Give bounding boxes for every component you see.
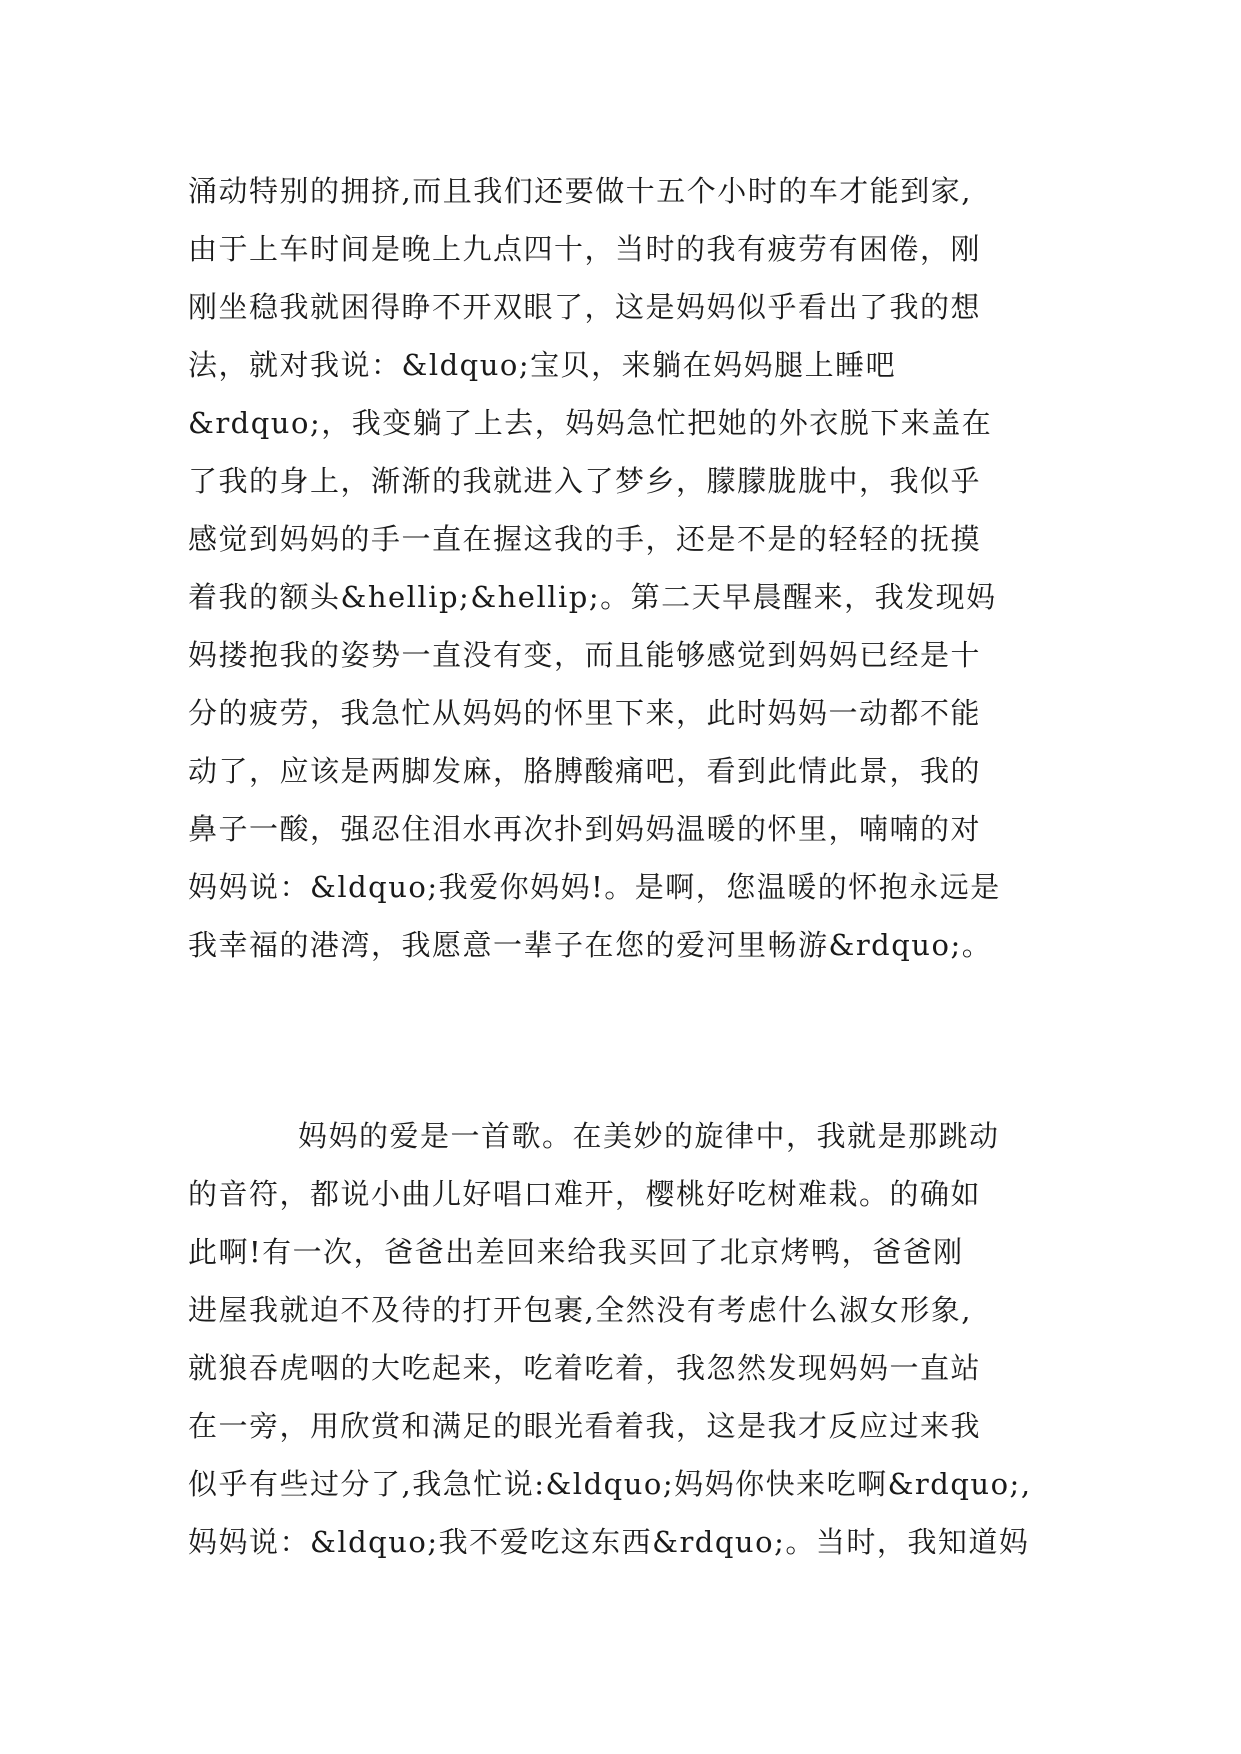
text-line: 妈搂抱我的姿势一直没有变，而且能够感觉到妈妈已经是十 [188,638,982,672]
text-line: &rdquo;，我变躺了上去，妈妈急忙把她的外衣脱下来盖在 [188,406,993,440]
paragraph-1 [188,162,1068,974]
text-line: 妈妈说：&ldquo;我爱你妈妈!。是啊，您温暖的怀抱永远是 [188,870,1001,904]
paragraph-2 [188,1107,1068,1571]
text-line: 刚坐稳我就困得睁不开双眼了，这是妈妈似乎看出了我的想 [188,290,982,324]
text-line: 动了，应该是两脚发麻，胳膊酸痛吧，看到此情此景，我的 [188,754,982,788]
text-line: 我幸福的港湾，我愿意一辈子在您的爱河里畅游&rdquo;。 [188,928,993,962]
text-line: 进屋我就迫不及待的打开包裹,全然没有考虑什么淑女形象, [188,1293,972,1327]
text-line: 就狼吞虎咽的大吃起来，吃着吃着，我忽然发现妈妈一直站 [188,1351,982,1385]
text-line: 此啊!有一次，爸爸出差回来给我买回了北京烤鸭，爸爸刚 [188,1235,964,1269]
text-line: 法，就对我说：&ldquo;宝贝，来躺在妈妈腿上睡吧 [188,348,897,382]
text-line: 在一旁，用欣赏和满足的眼光看着我，这是我才反应过来我 [188,1409,982,1443]
text-line: 感觉到妈妈的手一直在握这我的手，还是不是的轻轻的抚摸 [188,522,982,556]
text-line: 由于上车时间是晚上九点四十，当时的我有疲劳有困倦，刚 [188,232,982,266]
text-line: 分的疲劳，我急忙从妈妈的怀里下来，此时妈妈一动都不能 [188,696,982,730]
text-line: 鼻子一酸，强忍住泪水再次扑到妈妈温暖的怀里，喃喃的对 [188,812,982,846]
text-line-indented: 妈妈的爱是一首歌。在美妙的旋律中，我就是那跳动 [298,1119,1000,1153]
text-line: 着我的额头&hellip;&hellip;。第二天早晨醒来，我发现妈 [188,580,997,614]
text-line: 妈妈说：&ldquo;我不爱吃这东西&rdquo;。当时，我知道妈 [188,1525,1030,1559]
text-line: 似乎有些过分了,我急忙说:&ldquo;妈妈你快来吃啊&rdquo;, [188,1467,1032,1501]
text-line: 涌动特别的拥挤,而且我们还要做十五个小时的车才能到家, [188,174,972,208]
text-line: 的音符，都说小曲儿好唱口难开，樱桃好吃树难栽。的确如 [188,1177,982,1211]
text-line: 了我的身上，渐渐的我就进入了梦乡，朦朦胧胧中，我似乎 [188,464,982,498]
